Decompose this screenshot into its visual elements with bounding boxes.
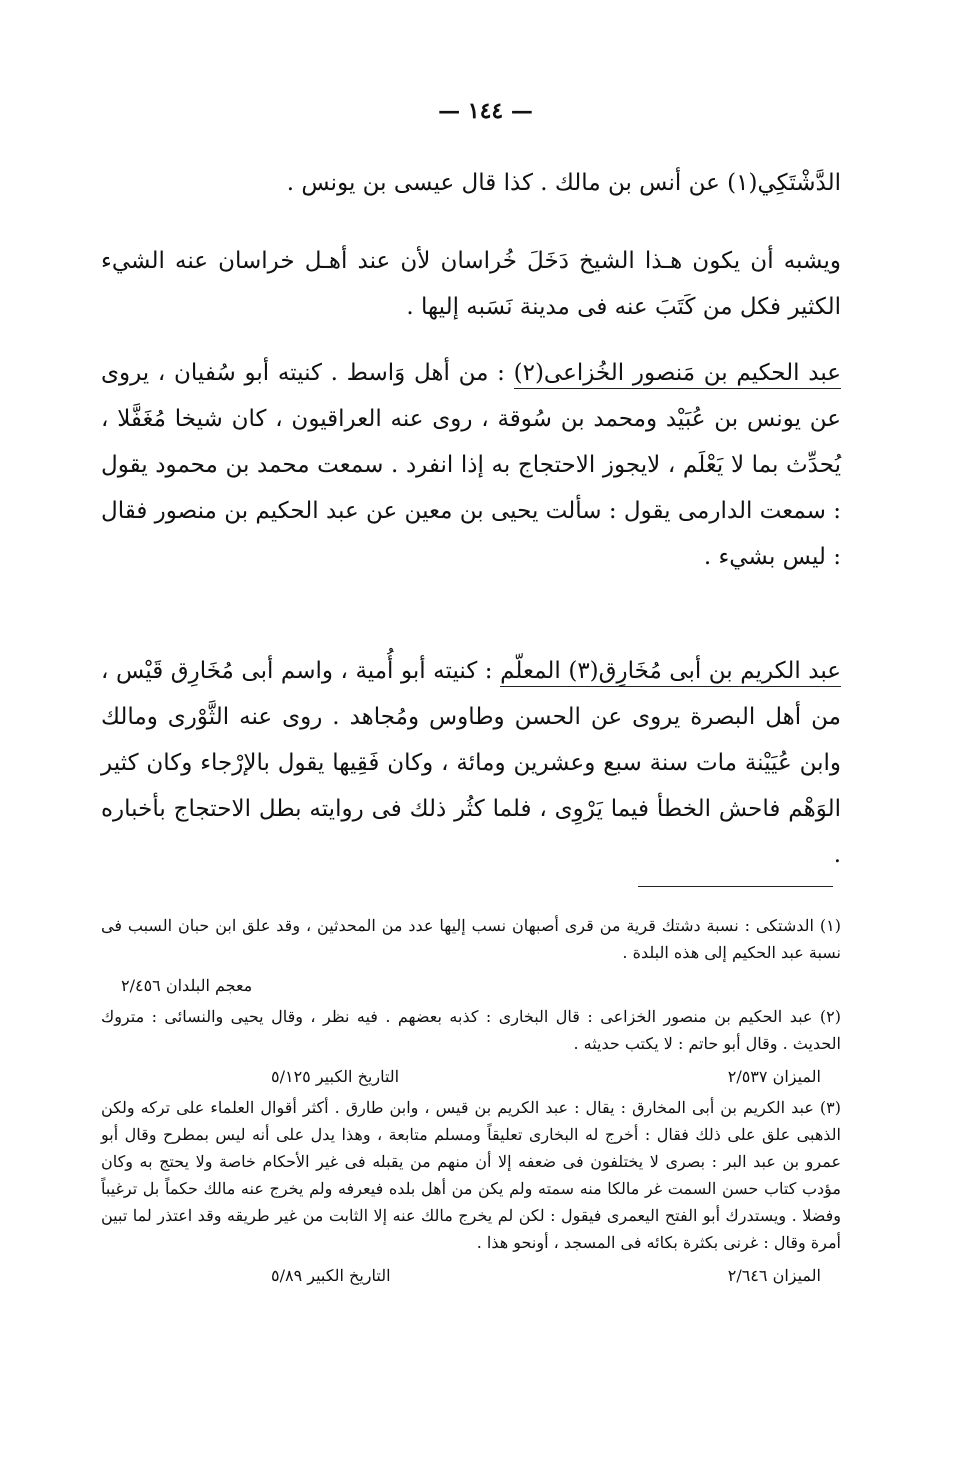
- footnote-1: (١) الدشتكى : نسبة دشتك قرية من قرى أصبهان نسب إليها عدد من المحدثين ، وقد علق ابن حبان السبب فى نسبة عبد الحكيم إلى هذه البلدة .: [101, 916, 841, 962]
- footnote-1-reference: [101, 972, 841, 999]
- footnote-3-references: [101, 1262, 841, 1289]
- footnote-2-source-b: التاريخ الكبير ٥/١٢٥: [271, 1067, 400, 1086]
- entry-abd-al-karim-text: [101, 648, 841, 878]
- page-number: — ١٤٤ —: [438, 98, 533, 124]
- entry-abd-al-karim-body: : كنيته أبو أُمية ، واسم أبى مُخَارِق قَيْس ، من أهل البصرة يروى عن الحسن وطاوس ومُجاهد . روى عنه الثَّوْرى ومالك وابن عُيَيْنة مات سنة سبع وعشرين ومائة ، وكان فَقِيها يقول بالإرْجاء وكان كثير الوَهْم فاحش الخطأ فيما يَرْوِى ، فلما كثُر ذلك فى روايته بطل الاحتجاج بأخباره .: [101, 658, 841, 868]
- footnote-3-source-b: التاريخ الكبير ٥/٨٩: [271, 1266, 391, 1285]
- paragraph-2-text: ويشبه أن يكون هـذا الشيخ دَخَلَ خُراسان لأن عند أهـل خراسان عنه الشيء الكثير فكل من كَتَبَ عنه فى مدينة نَسَبه إليها .: [101, 248, 841, 320]
- footnote-3-source-a: الميزان ٢/٦٤٦: [727, 1266, 821, 1285]
- entry-abd-al-hakim-text: [101, 350, 841, 580]
- footnote-3: (٣) عبد الكريم بن أبى المخارق : يقال : عبد الكريم بن قيس ، وابن طارق . أكثر أقوال العلماء على تركه ولكن الذهبى علق على ذلك فقال : أخرج له البخارى تعليقاً ومسلم متابعة ، وهذا يدل على أنه ليس بمطرح وقال أبو عمرو بن عبد البر : بصرى لا يختلفون فى ضعفه إلا أن منهم من يقبله فى غير الأحكام خاصة ولا يحتج به وكان مؤدب كتاب حسن السمت غر مالكا منه سمته ولم يكن من أهل بلده فيعرفه ولم يخرج عنه مالك حكماً بل ترغيباً وفضلا . ويستدرك أبو الفتح اليعمرى فيقول : لكن لم يخرج مالك عنه إلا الثابت من غير طريقه وقد اعتذر لما تبين أمرة وقال : غرنى بكثرة بكائه فى المسجد ، أونحو هذا .: [101, 1098, 842, 1252]
- footnote-2: (٢) عبد الحكيم بن منصور الخزاعى : قال البخارى : كذبه بعضهم . فيه نظر ، وقال يحيى والنسائى : متروك الحديث . وقال أبو حاتم : لا يكتب حديثه .: [101, 1007, 841, 1053]
- entry-abd-al-karim-heading: عبد الكريم بن أبى مُخَارِق(٣) المعلّم: [500, 658, 841, 687]
- paragraph-2: [101, 238, 841, 330]
- paragraph-1-text: الدَّشْتَكِي(١) عن أنس بن مالك . كذا قال عيسى بن يونس .: [286, 170, 841, 196]
- footnote-separator: [638, 886, 833, 887]
- entry-abd-al-hakim-body: : من أهل وَاسط . كنيته أبو سُفيان ، يروى عن يونس بن عُبَيْد ومحمد بن سُوقة ، روى عنه العراقيون ، كان شيخا مُغَفَّلا ، يُحدِّث بما لا يَعْلَم ، لايجوز الاحتجاج به إذا انفرد . سمعت محمد بن محمود يقول : سمعت الدارمى يقول : سألت يحيى بن معين عن عبد الحكيم بن منصور فقال : ليس بشيء .: [101, 360, 841, 570]
- entry-abd-al-hakim-heading: عبد الحكيم بن مَنصور الخُزاعى(٢): [514, 360, 841, 389]
- entry-abd-al-hakim: [101, 350, 841, 580]
- footnotes: [101, 912, 841, 1293]
- paragraph-1: [101, 160, 841, 206]
- entry-abd-al-karim: [101, 648, 841, 878]
- footnote-1-source: معجم البلدان ٢/٤٥٦: [121, 976, 253, 995]
- footnote-2-source-a: الميزان ٢/٥٣٧: [727, 1067, 821, 1086]
- footnote-2-references: [101, 1063, 841, 1090]
